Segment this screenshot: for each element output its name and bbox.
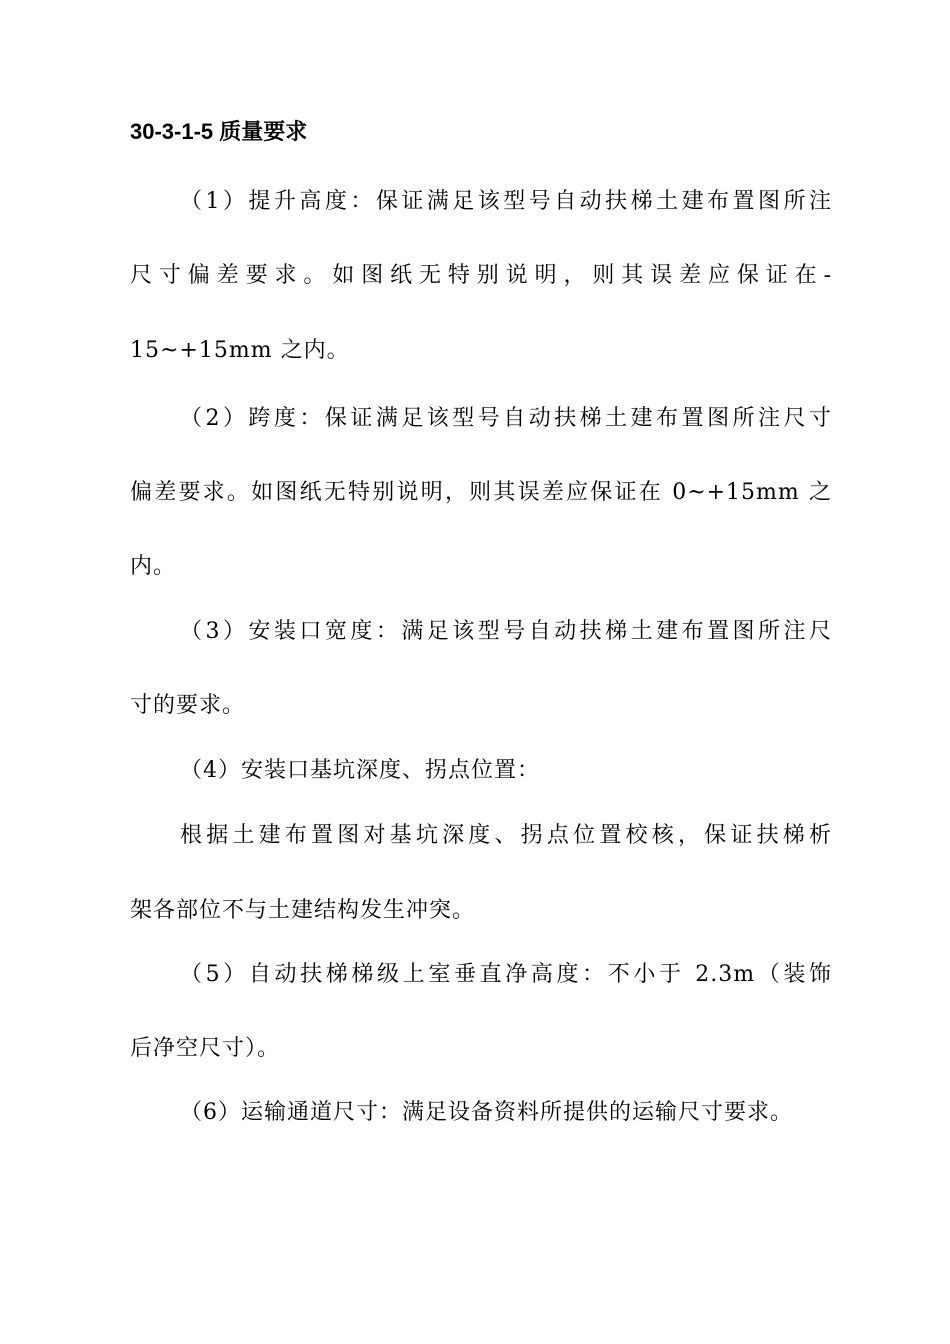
paragraph-1-line-3: 15~+15mm 之内。: [130, 338, 350, 363]
paragraph-6-line-2: 后净空尺寸）。: [130, 1036, 281, 1061]
paragraph-3-line-2: 寸的要求。: [130, 693, 246, 718]
paragraph-5-line-1: 根据土建布置图对基坑深度、拐点位置校核，保证扶梯析: [180, 823, 832, 848]
paragraph-2-line-2: 偏差要求。如图纸无特别说明，则其误差应保证在 0~+15mm 之: [130, 480, 832, 505]
paragraph-3-line-1: （3）安装口宽度：满足该型号自动扶梯土建布置图所注尺: [180, 619, 832, 644]
paragraph-2-line-1: （2）跨度：保证满足该型号自动扶梯土建布置图所注尺寸: [180, 406, 832, 431]
paragraph-1-line-1: （1）提升高度：保证满足该型号自动扶梯土建布置图所注: [180, 189, 832, 214]
paragraph-7-line-1: （6）运输通道尺寸：满足设备资料所提供的运输尺寸要求。: [180, 1100, 793, 1125]
paragraph-4-line-1: （4）安装口基坑深度、拐点位置：: [180, 758, 540, 783]
paragraph-5-line-2: 架各部位不与土建结构发生冲突。: [130, 898, 476, 923]
paragraph-1-line-2: 尺寸偏差要求。如图纸无特别说明，则其误差应保证在-: [130, 263, 832, 288]
paragraph-2-line-3: 内。: [130, 554, 177, 579]
paragraph-6-line-1: （5）自动扶梯梯级上室垂直净高度：不小于 2.3m（装饰: [180, 962, 832, 987]
section-heading: 30-3-1-5 质量要求: [130, 119, 308, 144]
